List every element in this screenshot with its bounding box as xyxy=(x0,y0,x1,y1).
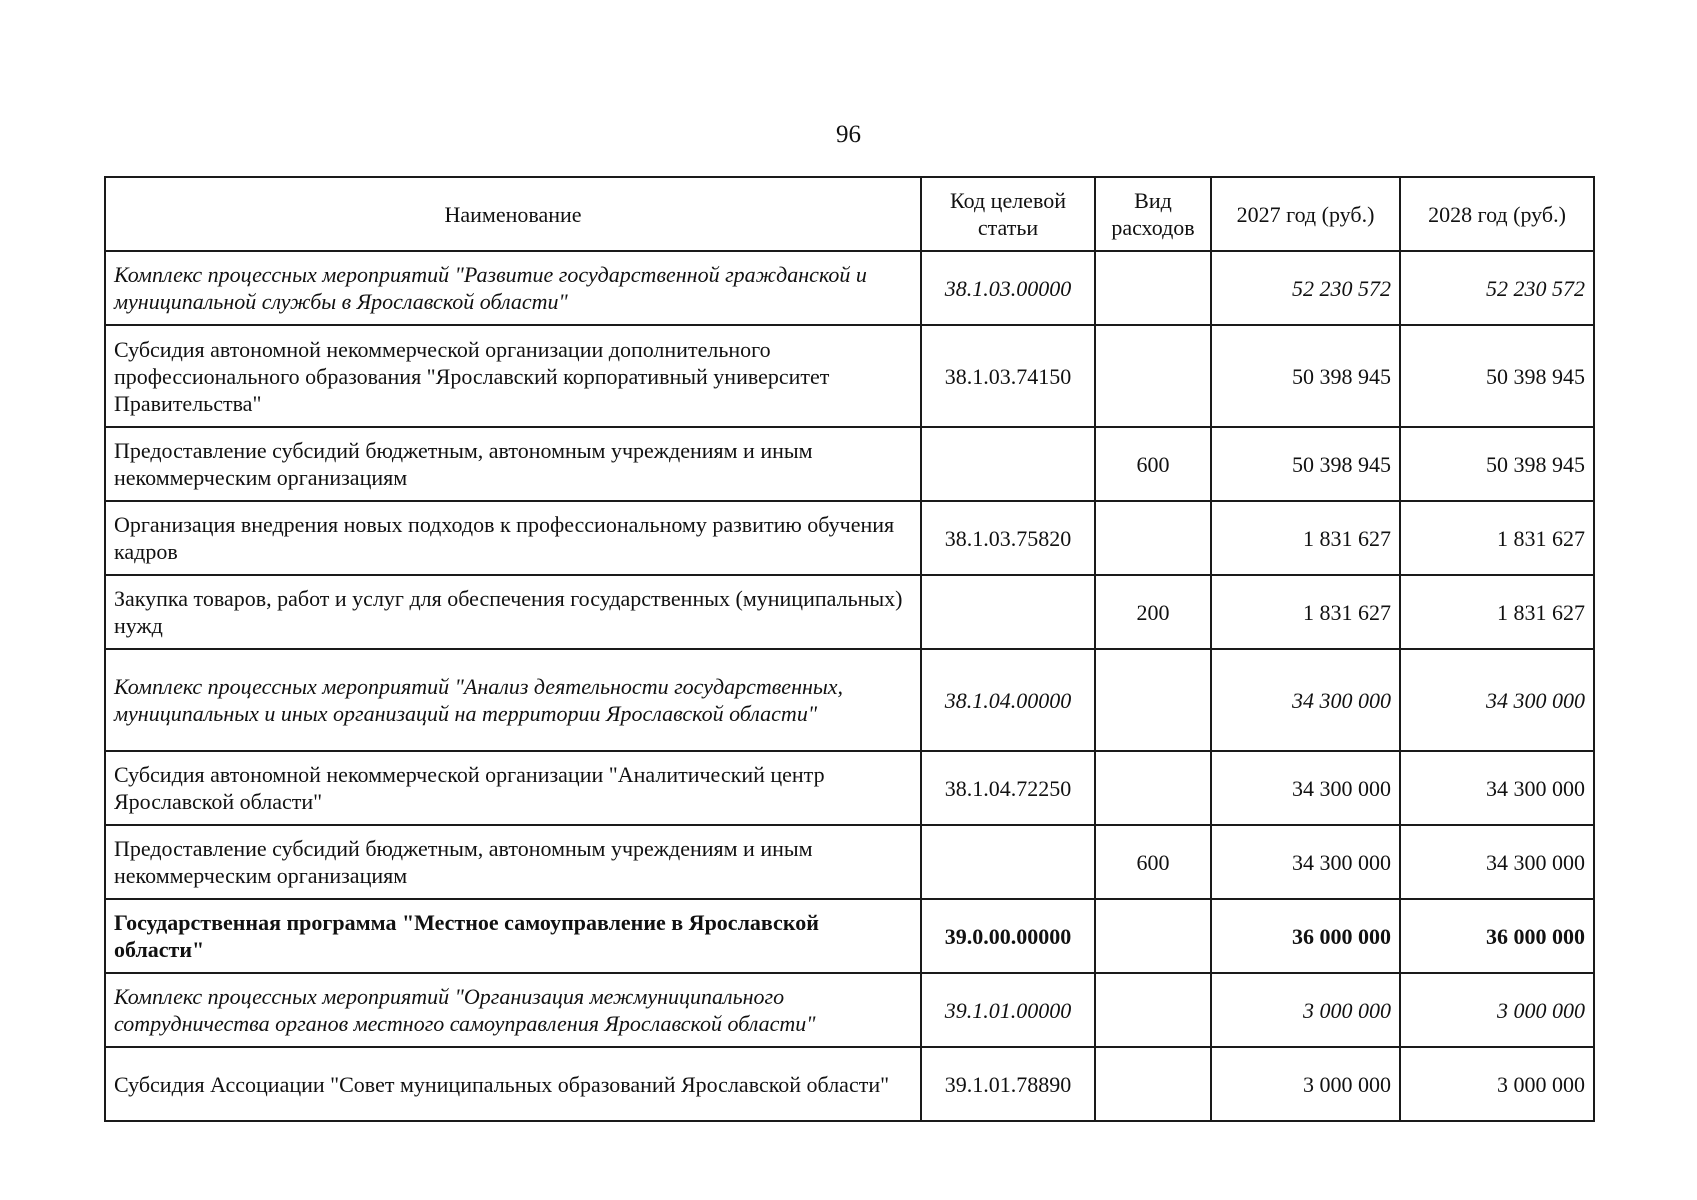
row-2028-cell: 1 831 627 xyxy=(1400,575,1594,649)
row-2028-cell: 34 300 000 xyxy=(1400,825,1594,899)
table-row xyxy=(105,1047,1594,1121)
row-name-cell: Закупка товаров, работ и услуг для обеспечения государственных (муниципальных) нужд xyxy=(105,575,921,649)
page-number: 96 xyxy=(836,121,861,148)
row-2028-cell: 50 398 945 xyxy=(1400,427,1594,501)
row-kind-cell: 600 xyxy=(1095,825,1211,899)
row-2028-cell: 34 300 000 xyxy=(1400,649,1594,751)
row-kind-cell xyxy=(1095,751,1211,825)
row-name-cell: Субсидия автономной некоммерческой организации "Аналитический центр Ярославской области" xyxy=(105,751,921,825)
row-2027-cell: 50 398 945 xyxy=(1211,325,1400,427)
row-2028-cell: 3 000 000 xyxy=(1400,973,1594,1047)
table-row xyxy=(105,427,1594,501)
row-name-cell: Государственная программа "Местное самоуправление в Ярославской области" xyxy=(105,899,921,973)
table-row xyxy=(105,325,1594,427)
row-kind-cell: 200 xyxy=(1095,575,1211,649)
row-name-cell: Комплекс процессных мероприятий "Анализ деятельности государственных, муниципальных и иных организаций на территории Ярославской области" xyxy=(105,649,921,751)
row-code-cell: 39.1.01.78890 xyxy=(921,1047,1095,1121)
table-row xyxy=(105,825,1594,899)
row-2028-cell: 1 831 627 xyxy=(1400,501,1594,575)
column-header-2027: 2027 год (руб.) xyxy=(1211,177,1400,251)
row-code-cell: 38.1.03.00000 xyxy=(921,251,1095,325)
row-2028-cell: 52 230 572 xyxy=(1400,251,1594,325)
row-name-cell: Субсидия автономной некоммерческой организации дополнительного профессионального образования "Ярославский корпоративный университет Правительства" xyxy=(105,325,921,427)
table-row xyxy=(105,251,1594,325)
row-2028-cell: 50 398 945 xyxy=(1400,325,1594,427)
row-code-cell: 38.1.04.00000 xyxy=(921,649,1095,751)
row-kind-cell xyxy=(1095,251,1211,325)
row-code-cell: 39.0.00.00000 xyxy=(921,899,1095,973)
row-kind-cell: 600 xyxy=(1095,427,1211,501)
row-name-cell: Предоставление субсидий бюджетным, автономным учреждениям и иным некоммерческим организациям xyxy=(105,825,921,899)
row-code-cell xyxy=(921,575,1095,649)
row-2027-cell: 34 300 000 xyxy=(1211,751,1400,825)
row-code-cell xyxy=(921,825,1095,899)
row-name-cell: Субсидия Ассоциации "Совет муниципальных образований Ярославской области" xyxy=(105,1047,921,1121)
row-2027-cell: 1 831 627 xyxy=(1211,501,1400,575)
budget-table xyxy=(104,176,1595,1122)
row-code-cell: 38.1.03.74150 xyxy=(921,325,1095,427)
table-row xyxy=(105,649,1594,751)
row-2027-cell: 3 000 000 xyxy=(1211,1047,1400,1121)
row-kind-cell xyxy=(1095,501,1211,575)
table-row xyxy=(105,751,1594,825)
row-kind-cell xyxy=(1095,1047,1211,1121)
row-name-cell: Организация внедрения новых подходов к профессиональному развитию обучения кадров xyxy=(105,501,921,575)
row-name-cell: Предоставление субсидий бюджетным, автономным учреждениям и иным некоммерческим организациям xyxy=(105,427,921,501)
row-name-cell: Комплекс процессных мероприятий "Организация межмуниципального сотрудничества органов местного самоуправления Ярославской области" xyxy=(105,973,921,1047)
row-2027-cell: 50 398 945 xyxy=(1211,427,1400,501)
row-2028-cell: 34 300 000 xyxy=(1400,751,1594,825)
row-2027-cell: 34 300 000 xyxy=(1211,649,1400,751)
row-2027-cell: 52 230 572 xyxy=(1211,251,1400,325)
row-code-cell: 38.1.03.75820 xyxy=(921,501,1095,575)
table-row xyxy=(105,501,1594,575)
row-2027-cell: 3 000 000 xyxy=(1211,973,1400,1047)
table-row xyxy=(105,973,1594,1047)
table-header-row xyxy=(105,177,1594,251)
table-row xyxy=(105,899,1594,973)
column-header-kind: Вид расходов xyxy=(1095,177,1211,251)
row-2027-cell: 36 000 000 xyxy=(1211,899,1400,973)
row-kind-cell xyxy=(1095,899,1211,973)
row-code-cell xyxy=(921,427,1095,501)
row-code-cell: 39.1.01.00000 xyxy=(921,973,1095,1047)
column-header-code: Код целевой статьи xyxy=(921,177,1095,251)
table-row xyxy=(105,575,1594,649)
table-body xyxy=(105,251,1594,1121)
row-2028-cell: 3 000 000 xyxy=(1400,1047,1594,1121)
row-2028-cell: 36 000 000 xyxy=(1400,899,1594,973)
row-kind-cell xyxy=(1095,973,1211,1047)
row-kind-cell xyxy=(1095,649,1211,751)
row-name-cell: Комплекс процессных мероприятий "Развитие государственной гражданской и муниципальной службы в Ярославской области" xyxy=(105,251,921,325)
row-2027-cell: 34 300 000 xyxy=(1211,825,1400,899)
column-header-name: Наименование xyxy=(105,177,921,251)
row-code-cell: 38.1.04.72250 xyxy=(921,751,1095,825)
column-header-2028: 2028 год (руб.) xyxy=(1400,177,1594,251)
row-2027-cell: 1 831 627 xyxy=(1211,575,1400,649)
row-kind-cell xyxy=(1095,325,1211,427)
